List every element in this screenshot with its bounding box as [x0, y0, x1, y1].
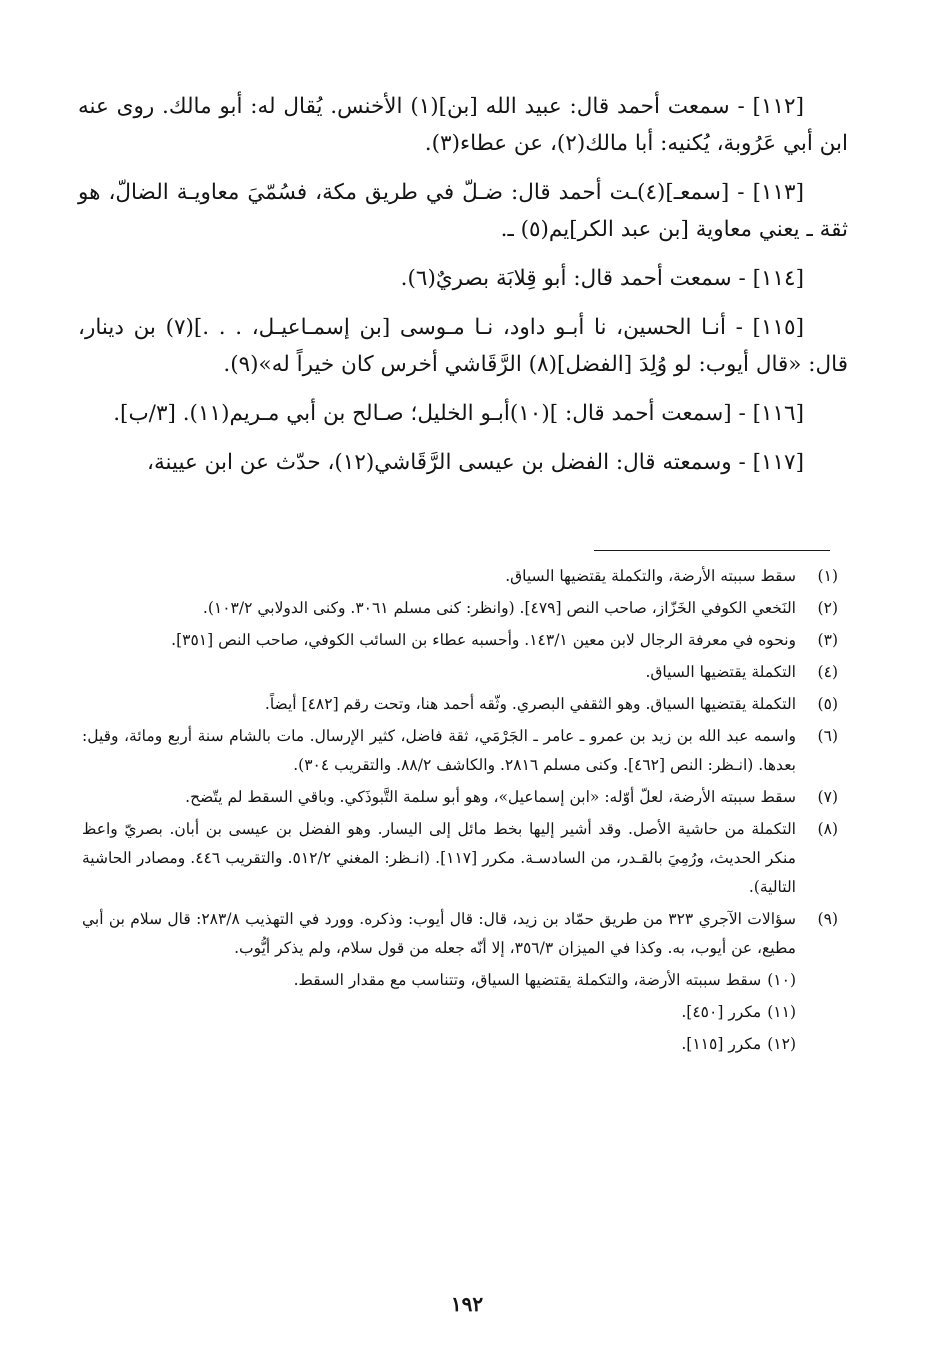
footnotes [82, 562, 838, 1062]
footnote-text: واسمه عبد الله بن زيد بن عمرو ـ عامر ـ الجَرْمَي، ثقة فاضل، كثير الإرسال. مات بالشام سنة أربع ومائة، وقيل: بعدها. (انـظر: النص [٤٦٢]. وكنى مسلم ٢٨١٦. والكاشف ٨٨/٢. والتقريب ٣٠٤). [82, 727, 796, 774]
paragraph-114 [78, 260, 848, 297]
footnote-text: التكملة من حاشية الأصل. وقد أشير إليها بخط مائل إلى اليسار. وهو الفضل بن عيسى بن أبان. بصريّ واعظ منكر الحديث، ورُمِيَ بالقـدر، من السادسـة. مكرر [١١٧]. (انـظر: المغني ٥١٢/٢. والتقريب ٤٤٦. ومصادر الحاشية التالية). [82, 820, 796, 896]
footnote-text: مكرر [٤٥٠]. [681, 1003, 762, 1021]
footnote-12 [82, 1030, 838, 1059]
paragraph-115 [78, 309, 848, 383]
footnote-9 [82, 905, 838, 963]
entry-text: - أنـا الحسين، نا أبـو داود، نـا مـوسى [بن إسمـاعيـل، . . .](٧) بن دينار، قال: «قال أيوب: لو وُلِدَ [الفضل](٨) الرَّقَاشي أخرس كان خيراً له»(٩). [78, 315, 848, 377]
entry-text: - سمعت أحمد قال: أبو قِلابَة بصريٌ(٦). [400, 266, 746, 291]
footnote-number: (١٠) [767, 971, 796, 989]
footnote-text: التكملة يقتضيها السياق. وهو الثقفي البصري. وثّقه أحمد هنا، وتحت رقم [٤٨٢] أيضاً. [264, 695, 796, 713]
footnote-text: سقط سببته الأرضة، والتكملة يقتضيها السياق، وتتناسب مع مقدار السقط. [293, 971, 762, 989]
entry-number: [١١٣] [752, 180, 804, 205]
footnote-number: (١) [817, 567, 838, 585]
footnote-3 [82, 626, 838, 655]
footnote-6 [82, 722, 838, 780]
entry-text: - [سمعـ](٤)ـت أحمد قال: ضـلّ في طريق مكة، فسُمّيَ معاويـة الضالّ، هو ثقة ـ يعني معاوية [بن عبد الكر]يم(٥) ـ. [78, 180, 848, 242]
paragraph-112 [78, 88, 848, 162]
footnote-number: (٥) [817, 695, 838, 713]
footnote-text: مكرر [١١٥]. [681, 1035, 762, 1053]
footnote-text: سقط سببته الأرضة، لعلّ أوّله: «ابن إسماعيل»، وهو أبو سلمة التَّبوذَكي. وباقي السقط لم يتّضح. [185, 788, 796, 806]
paragraph-113 [78, 174, 848, 248]
footnote-11 [82, 998, 838, 1027]
page-number: ١٩٢ [450, 1292, 484, 1316]
footnote-text: النَخعي الكوفي الخَزّاز، صاحب النص [٤٧٩]. (وانظر: كنى مسلم ٣٠٦١. وكنى الدولابي ١٠٣/٢). [202, 599, 796, 617]
footnote-number: (٦) [817, 727, 838, 745]
footnote-number: (٢) [817, 599, 838, 617]
entry-number: [١١٤] [752, 266, 804, 291]
footnote-number: (١١) [767, 1003, 796, 1021]
footnote-number: (٣) [817, 631, 838, 649]
paragraph-117 [78, 444, 848, 481]
entry-text: - وسمعته قال: الفضل بن عيسى الرَّقَاشي(١٢)، حدّث عن ابن عيينة، [147, 450, 746, 475]
paragraph-116 [78, 395, 848, 432]
footnote-text: التكملة يقتضيها السياق. [645, 663, 796, 681]
footnote-text: ونحوه في معرفة الرجال لابن معين ١٤٣/١. وأحسبه عطاء بن السائب الكوفي، صاحب النص [٣٥١]. [171, 631, 796, 649]
footnote-5 [82, 690, 838, 719]
footnote-number: (٧) [817, 788, 838, 806]
entry-text: - سمعت أحمد قال: عبيد الله [بن](١) الأخنس. يُقال له: أبو مالك. روى عنه ابن أبي عَرُوبة، يُكنيه: أبا مالك(٢)، عن عطاء(٣). [78, 94, 848, 156]
footnote-8 [82, 815, 838, 902]
footnote-10 [82, 966, 838, 995]
footnote-text: سؤالات الآجري ٣٢٣ من طريق حمّاد بن زيد، قال: قال أيوب: وذكره. وورد في التهذيب ٢٨٣/٨: قال سلام بن أبي مطيع، عن أيوب، به. وكذا في الميزان ٣٥٦/٣، إلا أنّه جعله من قول سلام، ولم يذكر أيُّوب. [82, 910, 797, 957]
footnote-4 [82, 658, 838, 687]
footnote-text: سقط سببته الأرضة، والتكملة يقتضيها السياق. [505, 567, 796, 585]
entry-number: [١١٢] [752, 94, 804, 119]
entry-number: [١١٦] [752, 401, 804, 426]
footnote-2 [82, 594, 838, 623]
footnote-1 [82, 562, 838, 591]
footnote-number: (١٢) [767, 1035, 796, 1053]
footnote-number: (٤) [817, 663, 838, 681]
footnote-7 [82, 783, 838, 812]
entry-number: [١١٥] [752, 315, 804, 340]
footnote-number: (٨) [817, 820, 838, 838]
footnote-separator [594, 550, 830, 551]
footnote-number: (٩) [817, 910, 838, 928]
entry-text: - [سمعت أحمد قال: ](١٠)أبـو الخليل؛ صـالح بن أبي مـريم(١١). [٣/ب]. [113, 401, 746, 426]
main-text [78, 88, 848, 495]
entry-number: [١١٧] [752, 450, 804, 475]
